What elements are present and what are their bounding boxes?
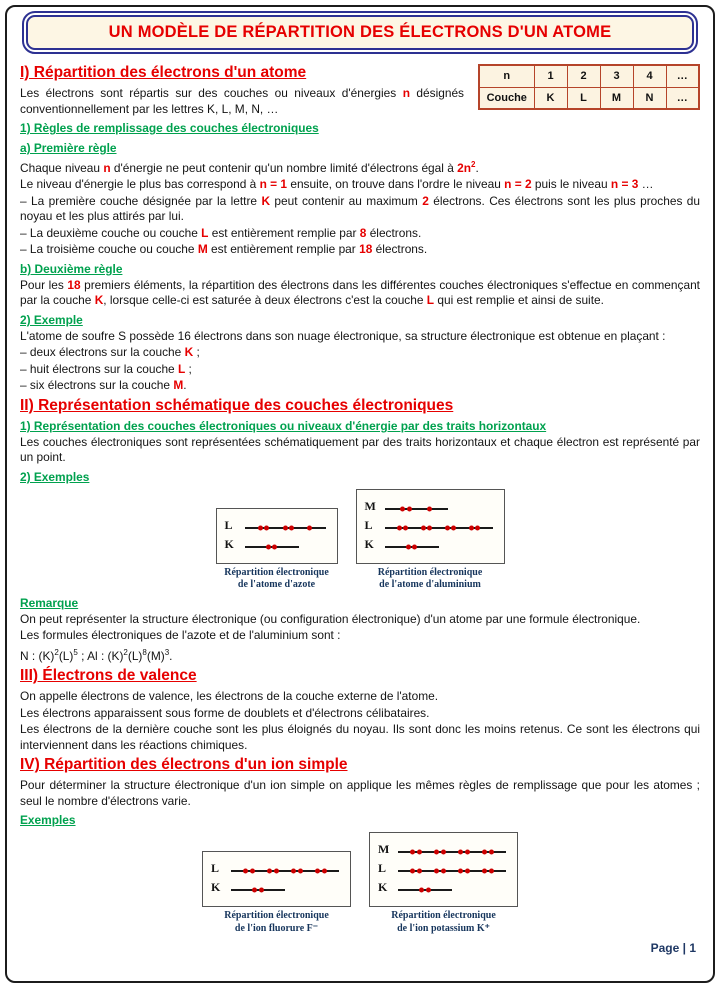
electron-dot	[451, 525, 456, 530]
electron-dot	[445, 525, 450, 530]
text-run: ;	[185, 361, 192, 376]
electron-group	[410, 850, 422, 855]
bullet-item-soufre-l	[20, 362, 700, 378]
shell-line	[231, 884, 285, 891]
section-heading-iii: III) Électrons de valence	[20, 667, 197, 685]
table-header-couche: Couche	[479, 87, 534, 109]
text-run: …	[638, 177, 654, 192]
shell-row-k	[225, 537, 326, 552]
electron-dot	[315, 869, 320, 874]
electron-group	[283, 525, 295, 530]
text-run: 2	[471, 160, 476, 169]
shell-label: K	[211, 880, 221, 895]
electron-dot	[434, 850, 439, 855]
text-run: Le niveau d'énergie le plus bas correspond à	[20, 177, 260, 192]
shell-label: M	[378, 842, 390, 857]
electron-dot	[469, 525, 474, 530]
shell-row-m	[365, 499, 493, 514]
subheading-exemples: 2) Exemples	[20, 469, 90, 484]
text-run: (M)	[146, 648, 165, 663]
text-run: K	[184, 345, 194, 360]
shell-row-l	[211, 861, 339, 876]
table-cell: 4	[633, 65, 666, 87]
figure-aluminium	[356, 489, 505, 592]
caption-line: Répartition électronique	[391, 910, 496, 922]
electron-dot	[400, 506, 405, 511]
text-run: ensuite, on trouve dans l'ordre le niveau	[287, 177, 505, 192]
caption-line: Répartition électronique	[377, 566, 483, 578]
shell-label: K	[224, 536, 234, 551]
subheading-remarque: Remarque	[20, 595, 79, 610]
text-run: puis le niveau	[531, 177, 611, 192]
title-box	[22, 11, 698, 54]
electron-group	[400, 506, 412, 511]
shell-diagram-fluorure	[202, 851, 351, 907]
electron-dot	[412, 544, 417, 549]
electron-group	[427, 506, 432, 511]
shell-label: L	[378, 861, 387, 876]
electron-group	[434, 850, 446, 855]
shell-diagram-aluminium	[356, 489, 505, 564]
paragraph-valence-1: On appelle électrons de valence, les électrons de la couche externe de l'atome.	[20, 689, 439, 704]
text-run: – deux électrons sur la couche	[20, 345, 185, 360]
text-run: électrons.	[366, 225, 422, 240]
bullet-item-soufre-m	[20, 378, 700, 394]
table-cell: …	[666, 87, 699, 109]
figure-potassium	[369, 832, 518, 935]
table-cell: …	[666, 65, 699, 87]
shell-row-k	[378, 880, 506, 895]
electron-dot	[465, 850, 470, 855]
shell-row-l	[378, 861, 506, 876]
paragraph-valence-2: Les électrons apparaissent sous forme de doublets et d'électrons célibataires.	[20, 705, 430, 720]
table-header-n: n	[479, 65, 534, 87]
text-run: N : (K)	[20, 648, 55, 663]
electron-dot	[272, 544, 277, 549]
text-run: (L)	[127, 648, 143, 663]
paragraph-rule-b	[20, 278, 700, 309]
electron-dot	[426, 888, 431, 893]
electron-dot	[250, 869, 255, 874]
text-run: premiers éléments, la répartition des électrons dans les différentes couches électroniques s'effectue en commençant par la couche	[20, 277, 700, 308]
text-run: n = 1	[259, 177, 288, 192]
electron-dot	[267, 869, 272, 874]
text-run: 3	[164, 647, 170, 657]
subheading-exemples-ions: Exemples	[20, 813, 76, 828]
paragraph-soufre-intro: L'atome de soufre S possède 16 électrons dans son nuage électronique, sa structure électronique est obtenue en plaçant :	[20, 328, 666, 343]
electron-group	[482, 869, 494, 874]
shell-line	[245, 541, 299, 548]
figure-fluorure	[202, 851, 351, 935]
text-run: Pour les	[20, 277, 68, 292]
text-run: – La deuxième couche ou couche	[20, 225, 202, 240]
shell-label: L	[364, 517, 373, 532]
electron-group	[434, 869, 446, 874]
subheading-exemple: 2) Exemple	[20, 312, 83, 327]
electron-dot	[407, 506, 412, 511]
bullet-item-couche-k	[20, 194, 700, 225]
electron-group	[243, 869, 255, 874]
electron-dot	[252, 888, 257, 893]
electron-group	[266, 544, 278, 549]
shell-label: L	[211, 861, 220, 876]
text-run: électrons.	[372, 242, 428, 257]
electron-group	[315, 869, 327, 874]
electron-dot	[482, 850, 487, 855]
electron-dot	[291, 869, 296, 874]
text-run: – huit électrons sur la couche	[20, 361, 178, 376]
electron-group	[410, 869, 422, 874]
text-run: 2	[422, 193, 429, 208]
electron-dot	[406, 544, 411, 549]
text-run: n = 2	[504, 177, 532, 192]
shell-line	[385, 522, 493, 529]
electron-dot	[417, 869, 422, 874]
shell-label: L	[224, 517, 233, 532]
electron-dot	[289, 525, 294, 530]
text-run: M	[197, 242, 208, 257]
shell-line	[385, 503, 448, 510]
figures-row-atoms	[20, 489, 700, 592]
electron-group	[445, 525, 457, 530]
title-box-inner	[26, 15, 694, 50]
figures-row-ions	[20, 832, 700, 935]
text-run: 5	[73, 647, 78, 657]
shell-line	[231, 865, 339, 872]
shell-line	[398, 865, 506, 872]
electron-group	[421, 525, 433, 530]
table-cell: 1	[534, 65, 567, 87]
electron-dot	[434, 869, 439, 874]
electron-dot	[283, 525, 288, 530]
text-run: ; Al : (K)	[77, 648, 124, 663]
figure-caption-potassium	[391, 910, 496, 935]
text-run: L	[201, 225, 209, 240]
text-run: peut contenir au maximum	[270, 193, 423, 208]
electron-dot	[298, 869, 303, 874]
electron-group	[419, 888, 431, 893]
electron-dot	[441, 869, 446, 874]
text-run: M	[173, 378, 184, 393]
text-run: 8	[142, 647, 147, 657]
electron-dot	[419, 888, 424, 893]
text-run: est entièrement remplie par	[208, 225, 360, 240]
electron-group	[291, 869, 303, 874]
electron-dot	[264, 525, 269, 530]
table-cell: K	[534, 87, 567, 109]
paragraph-schema-intro: Les couches électroniques sont représentées schématiquement par des traits horizontaux et chaque électron est représenté par un point.	[20, 434, 700, 465]
document-title: UN MODÈLE DE RÉPARTITION DES ÉLECTRONS D'UN ATOME	[108, 23, 612, 41]
section-heading-i: I) Répartition des électrons d'un atome	[20, 64, 307, 81]
table-cell: M	[600, 87, 633, 109]
caption-line: Répartition électronique	[224, 566, 329, 578]
paragraph-formules	[20, 645, 700, 664]
text-run: .	[169, 648, 173, 663]
electron-group	[397, 525, 409, 530]
text-run: d'énergie ne peut contenir qu'un nombre limité d'électrons égal à	[110, 160, 458, 175]
caption-line: Répartition électronique	[224, 910, 329, 922]
caption-line: de l'ion potassium K⁺	[397, 922, 490, 934]
text-run: Les électrons sont répartis sur des couches ou niveaux d'énergies	[20, 86, 403, 100]
electron-group	[458, 850, 470, 855]
figure-caption-aluminium	[378, 567, 483, 592]
table-cell: N	[633, 87, 666, 109]
electron-dot	[421, 525, 426, 530]
electron-dot	[243, 869, 248, 874]
shell-line	[245, 522, 326, 529]
text-run: 2	[123, 647, 128, 657]
section-heading-iv: IV) Répartition des électrons d'un ion simple	[20, 756, 348, 774]
text-run: .	[475, 160, 479, 175]
caption-line: de l'atome d'azote	[237, 579, 316, 591]
text-run: 2	[54, 647, 59, 657]
text-run: – La troisième couche ou couche	[20, 242, 198, 257]
table-cell: 3	[600, 65, 633, 87]
text-run: qui est remplie et ainsi de suite.	[434, 293, 604, 308]
electron-group	[307, 525, 312, 530]
text-run: 8	[359, 225, 367, 240]
shell-line	[398, 846, 506, 853]
subheading-deuxieme-regle: b) Deuxième règle	[20, 261, 123, 276]
text-run: K	[261, 193, 271, 208]
electron-dot	[482, 869, 487, 874]
intro-column	[20, 61, 464, 137]
paragraph-rule-a-1	[20, 157, 700, 176]
shell-row-l	[365, 518, 493, 533]
text-run: est entièrement remplie par	[207, 242, 360, 257]
paragraph-ion-intro: Pour déterminer la structure électronique d'un ion simple on applique les mêmes règles de remplissage que pour les atomes ; seul le nombre d'électrons varie.	[20, 778, 700, 808]
electron-dot	[410, 869, 415, 874]
electron-dot	[458, 850, 463, 855]
text-run: 18	[359, 242, 373, 257]
shell-table	[478, 64, 700, 110]
shell-row-k	[211, 880, 339, 895]
electron-dot	[489, 850, 494, 855]
caption-line: de l'atome d'aluminium	[379, 579, 481, 591]
shell-label: K	[378, 880, 388, 895]
text-run: n	[402, 86, 410, 100]
electron-dot	[475, 525, 480, 530]
text-run: L	[426, 293, 435, 308]
electron-dot	[427, 506, 432, 511]
shell-row-l	[225, 518, 326, 533]
text-run: (L)	[58, 648, 74, 663]
paragraph-remarque-2: Les formules électroniques de l'azote et de l'aluminium sont :	[20, 628, 341, 643]
text-run: .	[183, 378, 187, 393]
text-run: – La première couche désignée par la lettre	[20, 193, 262, 208]
electron-dot	[322, 869, 327, 874]
text-run: K	[94, 293, 104, 308]
electron-group	[252, 888, 264, 893]
electron-dot	[258, 525, 263, 530]
bullet-item-couche-l	[20, 226, 700, 242]
figure-caption-azote	[224, 567, 329, 592]
text-run: , lorsque celle-ci est saturée à deux électrons c'est la couche	[103, 293, 427, 308]
page-number: Page | 1	[650, 941, 696, 956]
electron-dot	[465, 869, 470, 874]
shell-row-m	[378, 842, 506, 857]
shell-line	[385, 541, 439, 548]
table-row-n	[479, 65, 699, 87]
text-run: Chaque niveau	[20, 160, 104, 175]
bullet-item-couche-m	[20, 242, 700, 258]
subheading-rules: 1) Règles de remplissage des couches électroniques	[20, 121, 319, 135]
caption-line: de l'ion fluorure F⁻	[234, 922, 319, 934]
electron-group	[469, 525, 481, 530]
section-heading-ii: II) Représentation schématique des couches électroniques	[20, 396, 454, 414]
text-run: 18	[67, 277, 81, 292]
electron-dot	[427, 525, 432, 530]
text-run: n = 3	[610, 177, 639, 192]
subheading-premiere-regle: a) Première règle	[20, 141, 117, 155]
electron-dot	[307, 525, 312, 530]
paragraph-intro	[20, 86, 464, 117]
shell-diagram-azote	[216, 508, 338, 564]
electron-group	[482, 850, 494, 855]
table-row-couche	[479, 87, 699, 109]
text-run: électrons. Ces électrons sont les plus proches du noyau et les plus attirés par lui.	[20, 193, 701, 224]
bullet-item-soufre-k	[20, 345, 700, 361]
electron-group	[406, 544, 418, 549]
electron-group	[267, 869, 279, 874]
text-run: désignés conventionnellement par les lettres K, L, M, N, …	[20, 86, 464, 116]
text-run: ;	[193, 345, 200, 360]
paragraph-rule-a-2	[20, 177, 700, 193]
electron-dot	[266, 544, 271, 549]
electron-dot	[403, 525, 408, 530]
electron-dot	[458, 869, 463, 874]
text-run: 2n	[457, 160, 472, 175]
shell-diagram-potassium	[369, 832, 518, 907]
electron-dot	[410, 850, 415, 855]
electron-dot	[417, 850, 422, 855]
text-run: n	[103, 160, 111, 175]
text-run: – six électrons sur la couche	[20, 378, 174, 393]
shell-label: K	[364, 536, 374, 551]
electron-group	[458, 869, 470, 874]
text-run: L	[177, 361, 186, 376]
electron-dot	[441, 850, 446, 855]
figure-azote	[216, 508, 338, 592]
paragraph-remarque-1: On peut représenter la structure électronique (ou configuration électronique) d'un atome par une formule électronique.	[20, 611, 641, 626]
electron-group	[258, 525, 270, 530]
figure-caption-fluorure	[224, 910, 329, 935]
shell-label: M	[364, 498, 376, 513]
subheading-representation: 1) Représentation des couches électroniques ou niveaux d'énergie par des traits horizontaux	[20, 418, 547, 433]
intro-row	[20, 61, 700, 137]
paragraph-valence-3: Les électrons de la dernière couche sont les plus éloignés du noyau. Ils sont donc les moins retenus. Ce sont les électrons qui interviennent dans les réactions chimiques.	[20, 722, 700, 752]
electron-dot	[259, 888, 264, 893]
table-cell: L	[567, 87, 600, 109]
electron-dot	[397, 525, 402, 530]
shell-line	[398, 884, 452, 891]
table-cell: 2	[567, 65, 600, 87]
electron-dot	[489, 869, 494, 874]
electron-dot	[274, 869, 279, 874]
shell-row-k	[365, 537, 493, 552]
